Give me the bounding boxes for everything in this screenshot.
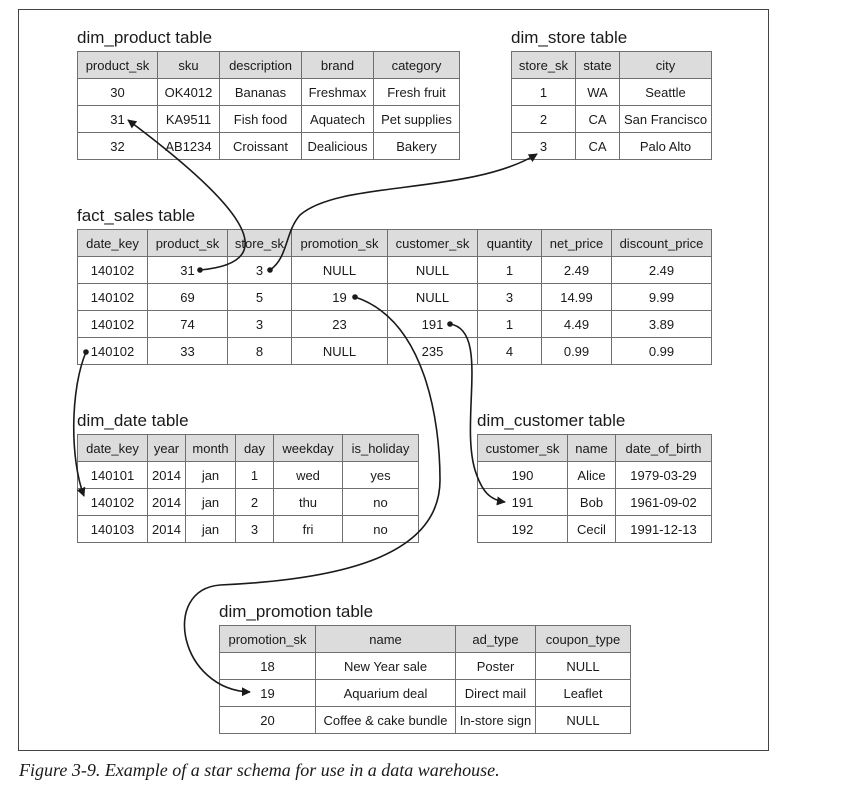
table-cell: Freshmax (302, 79, 374, 106)
table-cell: 3 (228, 257, 292, 284)
table-cell: Fresh fruit (374, 79, 460, 106)
arrow-store (270, 154, 537, 270)
table-cell: Palo Alto (620, 133, 712, 160)
column-header: day (236, 435, 274, 462)
table-cell: NULL (536, 707, 631, 734)
table-cell: Aquarium deal (316, 680, 456, 707)
table-cell: 1 (512, 79, 576, 106)
table-cell: 2014 (148, 462, 186, 489)
table-cell: 2.49 (612, 257, 712, 284)
table-cell: 31 (78, 106, 158, 133)
table-cell: KA9511 (158, 106, 220, 133)
table-cell: 31 (148, 257, 228, 284)
table-cell: 1979-03-29 (616, 462, 712, 489)
table-cell: jan (186, 462, 236, 489)
column-header: is_holiday (343, 435, 419, 462)
column-header: date_key (78, 435, 148, 462)
table-cell: 140102 (78, 311, 148, 338)
arrow-date (74, 352, 86, 496)
table-cell: 2 (512, 106, 576, 133)
table-cell: Poster (456, 653, 536, 680)
column-header: store_sk (512, 52, 576, 79)
table-cell: Bakery (374, 133, 460, 160)
table-cell: San Francisco (620, 106, 712, 133)
table-cell: NULL (536, 653, 631, 680)
table-cell: 2014 (148, 489, 186, 516)
arrow-origin-dot (352, 294, 358, 300)
table-cell: yes (343, 462, 419, 489)
column-header: discount_price (612, 230, 712, 257)
table-cell: 18 (220, 653, 316, 680)
table-cell: 8 (228, 338, 292, 365)
column-header: sku (158, 52, 220, 79)
table-cell: 19 (220, 680, 316, 707)
table-cell: 191 (388, 311, 478, 338)
column-header: category (374, 52, 460, 79)
column-header: month (186, 435, 236, 462)
column-header: brand (302, 52, 374, 79)
table-cell: Bananas (220, 79, 302, 106)
table-cell: 23 (292, 311, 388, 338)
table-cell: 140102 (78, 489, 148, 516)
column-header: name (568, 435, 616, 462)
table-cell: WA (576, 79, 620, 106)
arrow-product (128, 120, 245, 270)
column-header: coupon_type (536, 626, 631, 653)
table-cell: 1991-12-13 (616, 516, 712, 543)
table-cell: CA (576, 106, 620, 133)
table-cell: 140102 (78, 338, 148, 365)
dim-store-title: dim_store table (511, 28, 628, 47)
table-cell: NULL (388, 284, 478, 311)
column-header: store_sk (228, 230, 292, 257)
table-cell: 32 (78, 133, 158, 160)
table-cell: 3 (478, 284, 542, 311)
table-cell: Pet supplies (374, 106, 460, 133)
table-cell: CA (576, 133, 620, 160)
arrow-origin-dot (447, 321, 453, 327)
table-cell: Cecil (568, 516, 616, 543)
table-cell: 33 (148, 338, 228, 365)
column-header: promotion_sk (220, 626, 316, 653)
table-cell: Bob (568, 489, 616, 516)
table-cell: 140102 (78, 257, 148, 284)
table-cell: 140103 (78, 516, 148, 543)
table-cell: jan (186, 489, 236, 516)
table-cell: 2014 (148, 516, 186, 543)
column-header: description (220, 52, 302, 79)
dim-date-title: dim_date table (77, 411, 189, 430)
table-cell: no (343, 516, 419, 543)
table-cell: 190 (478, 462, 568, 489)
column-header: product_sk (148, 230, 228, 257)
table-cell: 4.49 (542, 311, 612, 338)
table-cell: Fish food (220, 106, 302, 133)
column-header: date_of_birth (616, 435, 712, 462)
table-cell: Direct mail (456, 680, 536, 707)
table-cell: NULL (388, 257, 478, 284)
table-cell: 4 (478, 338, 542, 365)
table-cell: 0.99 (612, 338, 712, 365)
table-cell: 69 (148, 284, 228, 311)
table-cell: 3 (228, 311, 292, 338)
table-cell: 3 (236, 516, 274, 543)
table-cell: 3.89 (612, 311, 712, 338)
table-cell: Alice (568, 462, 616, 489)
table-cell: 30 (78, 79, 158, 106)
column-header: date_key (78, 230, 148, 257)
arrow-customer (450, 324, 505, 502)
table-cell: 140102 (78, 284, 148, 311)
table-cell: 14.99 (542, 284, 612, 311)
arrow-origin-dot (267, 267, 273, 273)
table-cell: thu (274, 489, 343, 516)
column-header: name (316, 626, 456, 653)
table-cell: 191 (478, 489, 568, 516)
table-cell: 192 (478, 516, 568, 543)
column-header: year (148, 435, 186, 462)
table-cell: AB1234 (158, 133, 220, 160)
column-header: ad_type (456, 626, 536, 653)
table-cell: wed (274, 462, 343, 489)
table-cell: 2.49 (542, 257, 612, 284)
dim-customer-title: dim_customer table (477, 411, 626, 430)
table-cell: 140101 (78, 462, 148, 489)
dim-product-title: dim_product table (77, 28, 213, 47)
table-cell: 0.99 (542, 338, 612, 365)
table-cell: In-store sign (456, 707, 536, 734)
table-cell: 1 (478, 257, 542, 284)
table-cell: NULL (292, 338, 388, 365)
arrow-origin-dot (197, 267, 203, 273)
column-header: state (576, 52, 620, 79)
table-cell: 74 (148, 311, 228, 338)
table-cell: 9.99 (612, 284, 712, 311)
dim-promotion-title: dim_promotion table (219, 602, 374, 621)
table-cell: no (343, 489, 419, 516)
fact-sales-title: fact_sales table (77, 206, 196, 225)
table-cell: Croissant (220, 133, 302, 160)
table-cell: jan (186, 516, 236, 543)
table-cell: Dealicious (302, 133, 374, 160)
arrow-promotion (184, 297, 440, 692)
figure-caption: Figure 3-9. Example of a star schema for use in a data warehouse. (19, 760, 500, 780)
table-cell: Seattle (620, 79, 712, 106)
column-header: customer_sk (388, 230, 478, 257)
table-cell: Leaflet (536, 680, 631, 707)
table-cell: 1 (236, 462, 274, 489)
table-cell: Aquatech (302, 106, 374, 133)
table-cell: 1961-09-02 (616, 489, 712, 516)
column-header: weekday (274, 435, 343, 462)
table-cell: 235 (388, 338, 478, 365)
table-cell: 20 (220, 707, 316, 734)
column-header: promotion_sk (292, 230, 388, 257)
table-cell: 19 (292, 284, 388, 311)
table-cell: 3 (512, 133, 576, 160)
table-cell: 5 (228, 284, 292, 311)
column-header: product_sk (78, 52, 158, 79)
table-cell: Coffee & cake bundle (316, 707, 456, 734)
table-cell: 2 (236, 489, 274, 516)
table-cell: OK4012 (158, 79, 220, 106)
table-cell: fri (274, 516, 343, 543)
column-header: city (620, 52, 712, 79)
column-header: quantity (478, 230, 542, 257)
table-cell: NULL (292, 257, 388, 284)
column-header: customer_sk (478, 435, 568, 462)
arrow-origin-dot (83, 349, 89, 355)
table-cell: New Year sale (316, 653, 456, 680)
column-header: net_price (542, 230, 612, 257)
table-cell: 1 (478, 311, 542, 338)
